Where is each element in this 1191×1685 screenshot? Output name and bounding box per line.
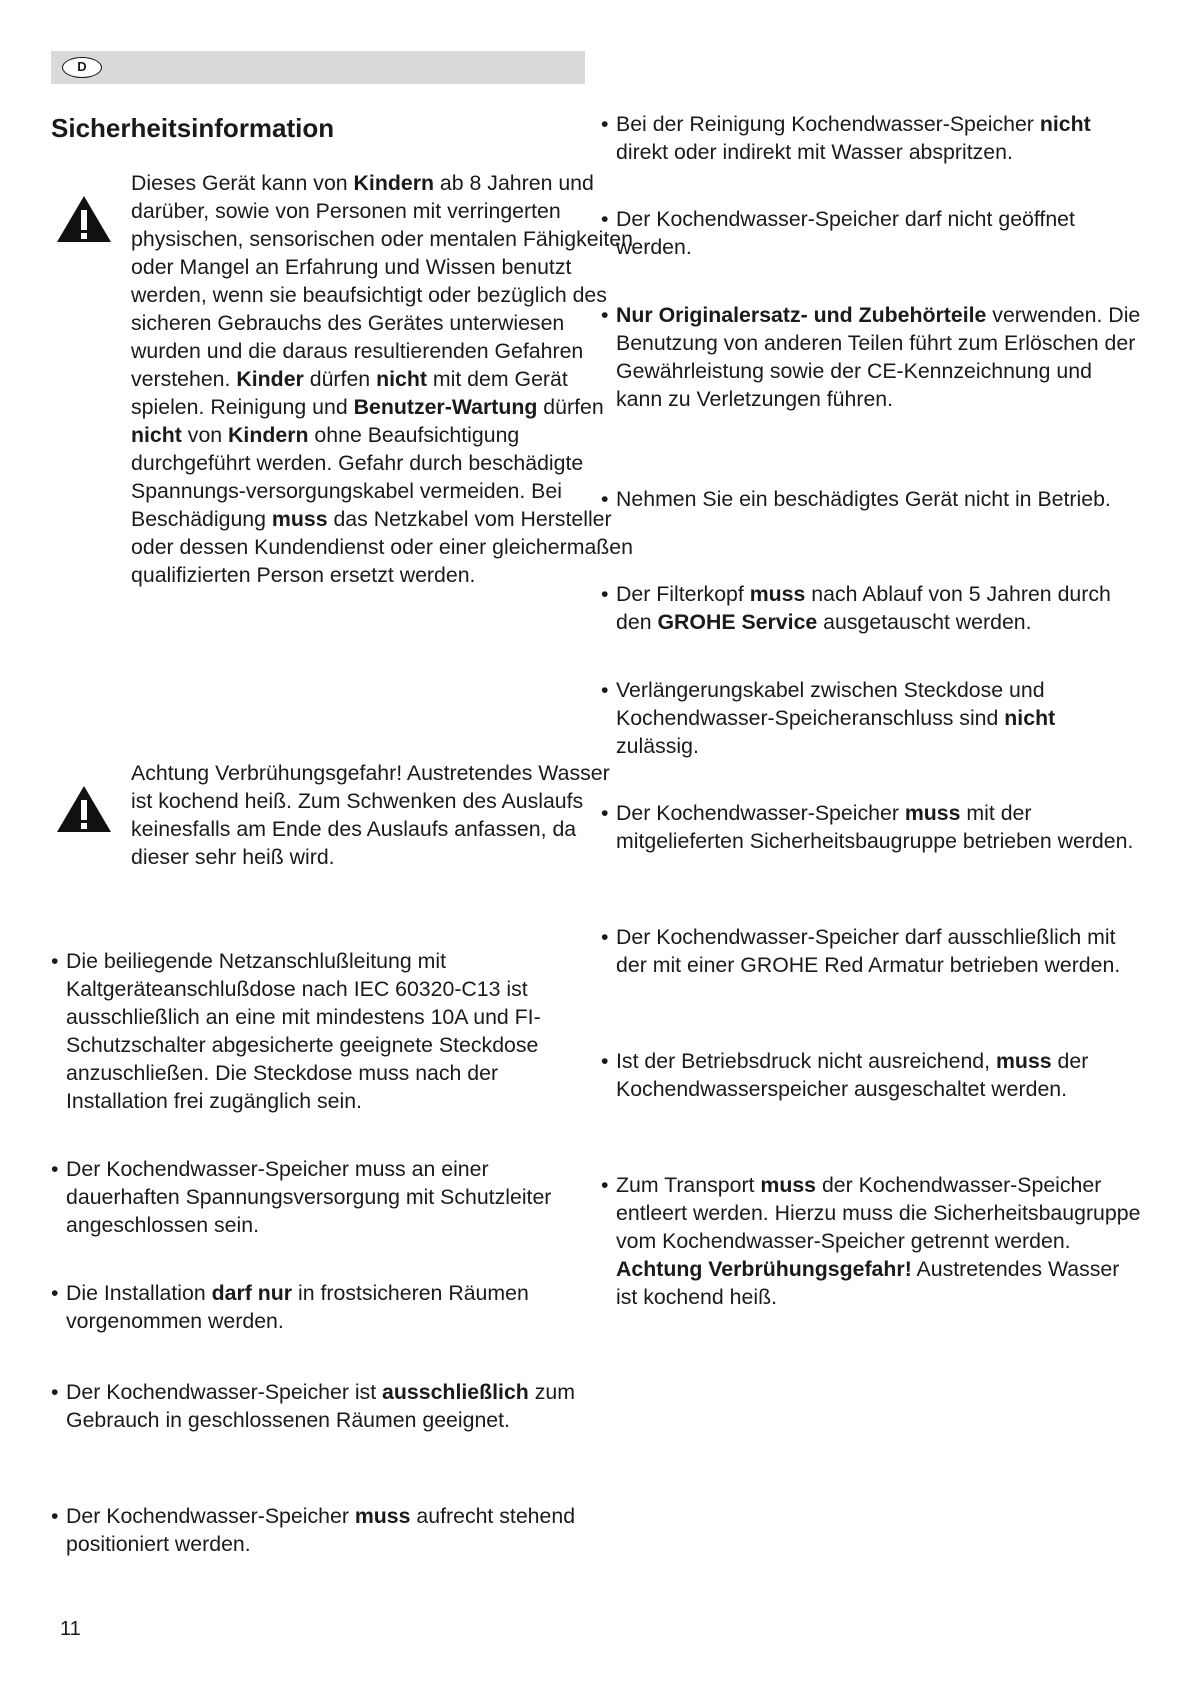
page-number: 11 <box>60 1618 81 1640</box>
body-text: Der Filterkopf <box>616 582 750 606</box>
language-badge: D <box>62 57 102 78</box>
body-text: Zum Transport <box>616 1173 761 1197</box>
body-text: Ist der Betriebsdruck nicht ausreichend, <box>616 1049 996 1073</box>
bullet-item <box>601 923 1141 979</box>
body-text: Der Kochendwasser-Speicher muss an einer dauerhaften Spannungsversorgung mit Schutzleiter angeschlossen sein. <box>66 1157 552 1237</box>
bullet-icon: • <box>51 1380 59 1404</box>
header-bar <box>51 51 585 84</box>
bullet-item <box>51 947 591 1115</box>
body-text: verwenden. Die Benutzung von anderen Teilen führt zum Erlöschen der Gewährleistung sowie der CE-Kennzeichnung und kann zu Verletzungen führen. <box>616 303 1141 411</box>
section-title: Sicherheitsinformation <box>51 113 335 143</box>
bullet-text <box>51 947 591 1115</box>
bullet-text <box>601 110 1141 166</box>
bullet-icon: • <box>51 949 59 973</box>
bullet-item <box>51 1378 591 1434</box>
body-text: ab 8 Jahren und darüber, sowie von Personen mit verringerten physischen, sensorischen oder mentalen Fähigkeiten oder Mangel an Erfahrung und Wissen benutzt werden, wenn sie beaufsichtigt oder bezüglich des sicheren Gebrauchs des Gerätes unterwiesen wurden und die daraus resultierenden Gefahren verstehen. <box>131 171 633 391</box>
bullet-icon: • <box>601 582 609 606</box>
body-text: direkt oder indirekt mit Wasser abspritzen. <box>616 140 1013 164</box>
bullet-icon: • <box>601 678 609 702</box>
bullet-item <box>51 1502 591 1558</box>
body-text: dürfen <box>303 367 377 391</box>
emphasis-text: Kindern <box>353 171 435 195</box>
bullet-item <box>601 580 1141 636</box>
bullet-item <box>601 676 1141 760</box>
bullet-text <box>601 676 1141 760</box>
emphasis-text: muss <box>354 1504 411 1528</box>
bullet-text <box>601 923 1141 979</box>
body-text: Dieses Gerät kann von <box>131 171 354 195</box>
bullet-item <box>601 1171 1141 1311</box>
bullet-text <box>51 1155 591 1239</box>
body-text: der Kochendwasser-Speicher entleert werden. Hierzu muss die Sicherheitsbaugruppe vom Kochendwasser-Speicher getrennt werden. <box>616 1173 1141 1253</box>
bullet-item <box>601 485 1141 513</box>
body-text: dürfen <box>537 395 604 419</box>
bullet-icon: • <box>51 1157 59 1181</box>
bullet-item <box>51 1155 591 1239</box>
emphasis-text: nicht <box>1039 112 1091 136</box>
body-text: zulässig. <box>616 734 699 758</box>
bullet-icon: • <box>601 207 609 231</box>
bullet-item <box>601 205 1141 261</box>
body-text: aufrecht stehend positioniert werden. <box>66 1504 576 1556</box>
emphasis-text: muss <box>760 1173 817 1197</box>
bullet-text <box>601 580 1141 636</box>
bullet-text <box>601 1171 1141 1311</box>
bullet-item <box>51 1279 591 1335</box>
bullet-text <box>601 1047 1141 1103</box>
body-text: das Netzkabel vom Hersteller oder dessen Kundendienst oder einer gleichermaßen qualifizierten Person ersetzt werden. <box>131 507 633 587</box>
body-text: ohne Beaufsichtigung durchgeführt werden. Gefahr durch beschädigte Spannungs-versorgungskabel vermeiden. Bei Beschädigung <box>131 423 584 531</box>
bullet-text <box>601 301 1141 413</box>
emphasis-text: Kinder <box>236 367 304 391</box>
bullet-item <box>601 1047 1141 1103</box>
warning-triangle-icon <box>55 194 113 244</box>
body-text: Nehmen Sie ein beschädigtes Gerät nicht in Betrieb. <box>616 487 1111 511</box>
body-text: Der Kochendwasser-Speicher darf nicht geöffnet werden. <box>616 207 1075 259</box>
emphasis-text: Kindern <box>228 423 309 447</box>
emphasis-text: nicht <box>376 367 427 391</box>
bullet-icon: • <box>601 801 609 825</box>
emphasis-text: nicht <box>1004 706 1056 730</box>
body-text: zum Gebrauch in geschlossenen Räumen geeignet. <box>66 1380 575 1432</box>
bullet-text <box>51 1378 591 1434</box>
emphasis-text: Benutzer-Wartung <box>353 395 538 419</box>
bullet-icon: • <box>51 1281 59 1305</box>
body-text: Der Kochendwasser-Speicher <box>616 801 905 825</box>
emphasis-text: ausschließlich <box>382 1380 529 1404</box>
emphasis-text: nicht <box>131 423 182 447</box>
body-text: Achtung Verbrühungsgefahr! Austretendes Wasser ist kochend heiß. Zum Schwenken des Auslaufs keinesfalls am Ende des Auslaufs anfassen, da dieser sehr heiß wird. <box>131 761 610 869</box>
body-text: in frostsicheren Räumen vorgenommen werden. <box>66 1281 529 1333</box>
emphasis-text: Nur Originalersatz- und Zubehörteile <box>616 303 987 327</box>
bullet-item <box>601 301 1141 413</box>
body-text: Bei der Reinigung Kochendwasser-Speicher <box>616 112 1040 136</box>
emphasis-text: GROHE Service <box>657 610 818 634</box>
emphasis-text: Achtung Verbrühungsgefahr! <box>616 1257 912 1281</box>
body-text: Die Installation <box>66 1281 212 1305</box>
emphasis-text: muss <box>904 801 961 825</box>
bullet-text <box>601 205 1141 261</box>
bullet-text <box>601 799 1141 855</box>
bullet-text <box>51 1502 591 1558</box>
body-text: ausgetauscht werden. <box>817 610 1032 634</box>
warning-text-children <box>131 169 636 589</box>
bullet-icon: • <box>601 112 609 136</box>
body-text: Die beiliegende Netzanschlußleitung mit Kaltgeräteanschlußdose nach IEC 60320-C13 ist ausschließlich an eine mit mindestens 10A und FI-Schutzschalter abgesicherte geeignete Steckdose anzuschließen. Die Steckdose muss nach der Installation frei zugänglich sein. <box>66 949 541 1113</box>
warning-triangle-icon <box>55 784 113 834</box>
warning-text-scalding <box>131 759 636 871</box>
emphasis-text: muss <box>271 507 328 531</box>
bullet-text <box>51 1279 591 1335</box>
bullet-icon: • <box>51 1504 59 1528</box>
bullet-item <box>601 110 1141 166</box>
emphasis-text: muss <box>996 1049 1052 1073</box>
body-text: Verlängerungskabel zwischen Steckdose und Kochendwasser-Speicheranschluss sind <box>616 678 1045 730</box>
bullet-icon: • <box>601 925 609 949</box>
bullet-icon: • <box>601 303 609 327</box>
body-text: Austretendes Wasser ist kochend heiß. <box>616 1257 1120 1309</box>
body-text: Der Kochendwasser-Speicher <box>66 1504 355 1528</box>
body-text: mit dem Gerät spielen. Reinigung und <box>131 367 568 419</box>
body-text: Der Kochendwasser-Speicher darf ausschließlich mit der mit einer GROHE Red Armatur betrieben werden. <box>616 925 1121 977</box>
bullet-item <box>601 799 1141 855</box>
body-text: von <box>181 423 229 447</box>
bullet-icon: • <box>601 487 609 511</box>
body-text: der Kochendwasserspeicher ausgeschaltet werden. <box>616 1049 1089 1101</box>
body-text: Der Kochendwasser-Speicher ist <box>66 1380 383 1404</box>
bullet-icon: • <box>601 1173 609 1197</box>
bullet-icon: • <box>601 1049 609 1073</box>
emphasis-text: muss <box>749 582 806 606</box>
emphasis-text: darf nur <box>211 1281 293 1305</box>
body-text: nach Ablauf von 5 Jahren durch den <box>616 582 1111 634</box>
bullet-text <box>601 485 1141 513</box>
body-text: mit der mitgelieferten Sicherheitsbaugruppe betrieben werden. <box>616 801 1134 853</box>
